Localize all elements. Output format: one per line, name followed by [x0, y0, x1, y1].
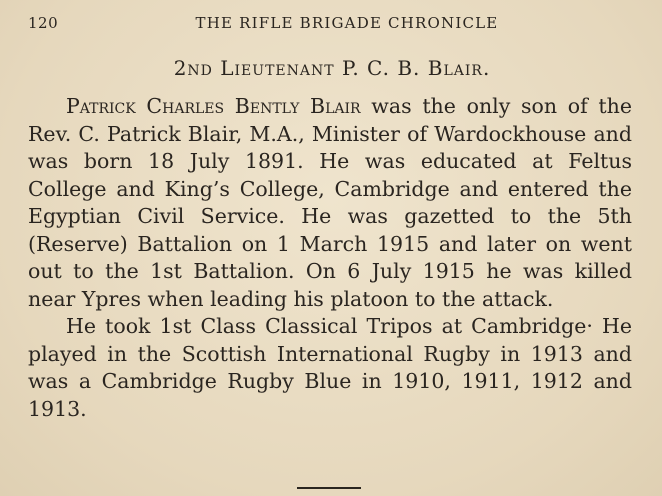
page-number: 120: [28, 14, 59, 32]
section-end-rule: [297, 487, 361, 489]
obituary-heading: 2nd Lieutenant P. C. B. Blair.: [173, 56, 491, 80]
paragraph-2: [28, 313, 632, 423]
paragraph-1-text: was the only son of the Rev. C. Patrick Blair, M.A., Minister of Wardockhouse and was born 18 July 1891. He was educated at Feltus College and King’s College, Cambridge and entered the Egyptian Civil Service. He was gazetted to the 5th (Reserve) Battalion on 1 March 1915 and later on went out to the 1st Battalion. On 6 July 1915 he was killed near Ypres when leading his platoon to the attack.: [28, 94, 633, 311]
obituary-body: [28, 93, 632, 423]
paragraph-1: [28, 93, 632, 313]
running-head: [28, 14, 636, 34]
journal-title: THE RIFLE BRIGADE CHRONICLE: [195, 14, 499, 32]
subject-full-name: Patrick Charles Bently Blair: [66, 94, 361, 118]
paragraph-2-text: He took 1st Class Classical Tripos at Cambridge· He played in the Scottish International Rugby in 1913 and was a Cambridge Rugby Blue in 1910, 1911, 1912 and 1913.: [28, 314, 632, 421]
